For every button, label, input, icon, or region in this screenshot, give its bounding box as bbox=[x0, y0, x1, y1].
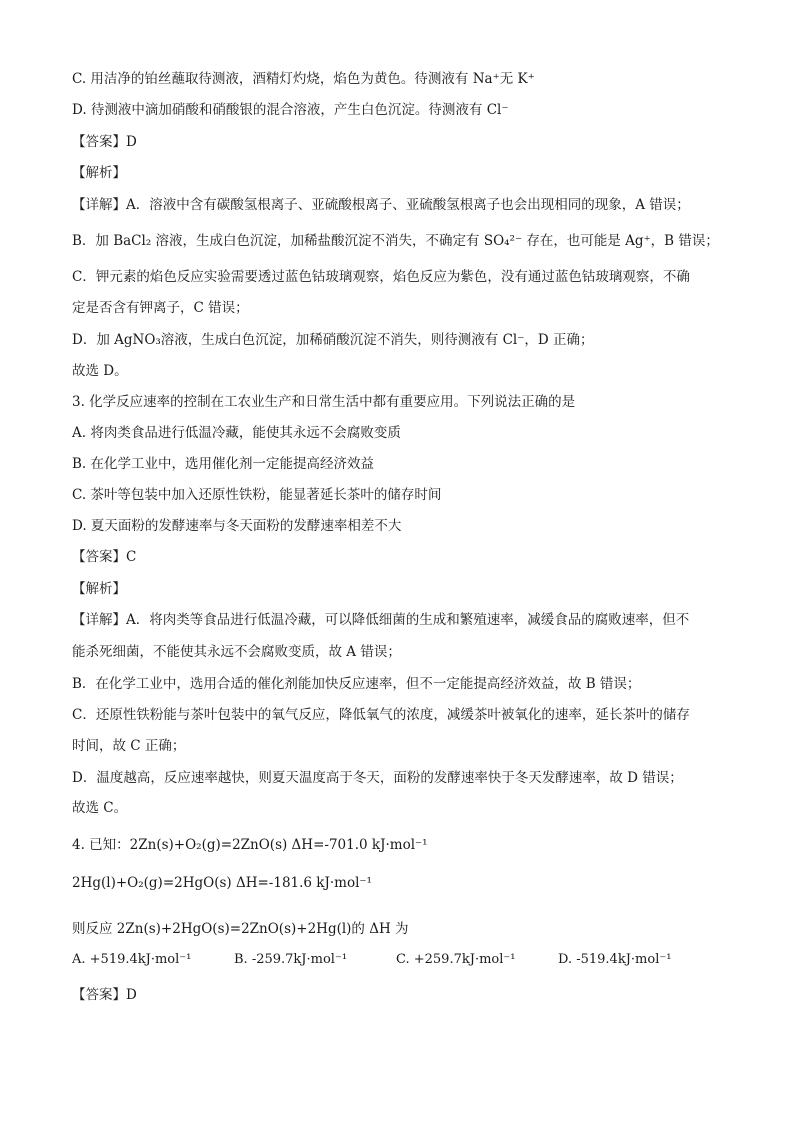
option-d-q2: D. 待测液中滴加硝酸和硝酸银的混合溶液，产生白色沉淀。待测液有 Cl⁻ bbox=[72, 102, 509, 118]
conclusion-q2: 故选 D。 bbox=[72, 363, 128, 379]
analysis-heading-q3: 【解析】 bbox=[72, 581, 126, 597]
explanation-b-q3: B．在化学工业中，选用合适的催化剂能加快反应速率，但不一定能提高经济效益，故 B 错误； bbox=[72, 676, 641, 692]
option-a-q3: A. 将肉类食品进行低温冷藏，能使其永远不会腐败变质 bbox=[72, 425, 401, 441]
analysis-heading-q2: 【解析】 bbox=[72, 165, 126, 181]
explanation-b-q2: B．加 BaCl₂ 溶液，生成白色沉淀，加稀盐酸沉淀不消失，不确定有 SO₄²⁻ 存在，也可能是 Ag⁺，B 错误； bbox=[72, 233, 719, 249]
explanation-a-q2: 【详解】A．溶液中含有碳酸氢根离子、亚硫酸根离子、亚硫酸氢根离子也会出现相同的现象，A 错误； bbox=[72, 197, 690, 213]
explanation-c-cont-q2: 定是否含有钾离子，C 错误； bbox=[72, 300, 249, 316]
question-4-target-reaction: 则反应 2Zn(s)+2HgO(s)=2ZnO(s)+2Hg(l)的 ΔH 为 bbox=[72, 921, 409, 937]
option-b-q3: B. 在化学工业中，选用催化剂一定能提高经济效益 bbox=[72, 456, 375, 472]
explanation-c-q3: C．还原性铁粉能与茶叶包装中的氧气反应，降低氧气的浓度，减缓茶叶被氧化的速率，延长茶叶的储存 bbox=[72, 707, 690, 723]
answer-q4: 【答案】D bbox=[72, 987, 137, 1003]
option-d-q3: D. 夏天面粉的发酵速率与冬天面粉的发酵速率相差不大 bbox=[72, 518, 402, 534]
explanation-d-q3: D．温度越高，反应速率越快，则夏天温度高于冬天，面粉的发酵速率快于冬天发酵速率，故 D 错误； bbox=[72, 770, 683, 786]
explanation-a-q3: 【详解】A．将肉类等食品进行低温冷藏，可以降低细菌的生成和繁殖速率，减缓食品的腐败速率，但不 bbox=[72, 612, 690, 628]
explanation-c-cont-q3: 时间，故 C 正确； bbox=[72, 738, 186, 754]
option-c-q4: C. +259.7kJ·mol⁻¹ bbox=[396, 952, 516, 967]
answer-q3: 【答案】C bbox=[72, 549, 137, 565]
explanation-a-cont-q3: 能杀死细菌，不能使其永远不会腐败变质，故 A 错误； bbox=[72, 644, 401, 660]
question-4-options bbox=[72, 952, 722, 972]
conclusion-q3: 故选 C。 bbox=[72, 800, 128, 816]
option-b-q4: B. -259.7kJ·mol⁻¹ bbox=[234, 952, 348, 967]
answer-q2: 【答案】D bbox=[72, 134, 137, 150]
question-3-stem: 3. 化学反应速率的控制在工农业生产和日常生活中都有重要应用。下列说法正确的是 bbox=[72, 394, 576, 410]
option-c-q2: C. 用洁净的铂丝蘸取待测液，酒精灯灼烧，焰色为黄色。待测液有 Na⁺无 K⁺ bbox=[72, 71, 535, 87]
explanation-c-q2: C．钾元素的焰色反应实验需要透过蓝色钴玻璃观察，焰色反应为紫色，没有通过蓝色钴玻璃观察，不确 bbox=[72, 269, 690, 285]
question-4-equation-2: 2Hg(l)+O₂(g)=2HgO(s) ΔH=-181.6 kJ·mol⁻¹ bbox=[72, 875, 372, 891]
option-a-q4: A. +519.4kJ·mol⁻¹ bbox=[72, 952, 192, 967]
option-d-q4: D. -519.4kJ·mol⁻¹ bbox=[558, 952, 672, 967]
explanation-d-q2: D．加 AgNO₃溶液，生成白色沉淀，加稀硝酸沉淀不消失，则待测液有 Cl⁻，D 正确； bbox=[72, 332, 594, 348]
question-4-stem-equation-1: 4. 已知：2Zn(s)+O₂(g)=2ZnO(s) ΔH=-701.0 kJ·mol⁻¹ bbox=[72, 837, 428, 853]
option-c-q3: C. 茶叶等包装中加入还原性铁粉，能显著延长茶叶的储存时间 bbox=[72, 487, 442, 503]
